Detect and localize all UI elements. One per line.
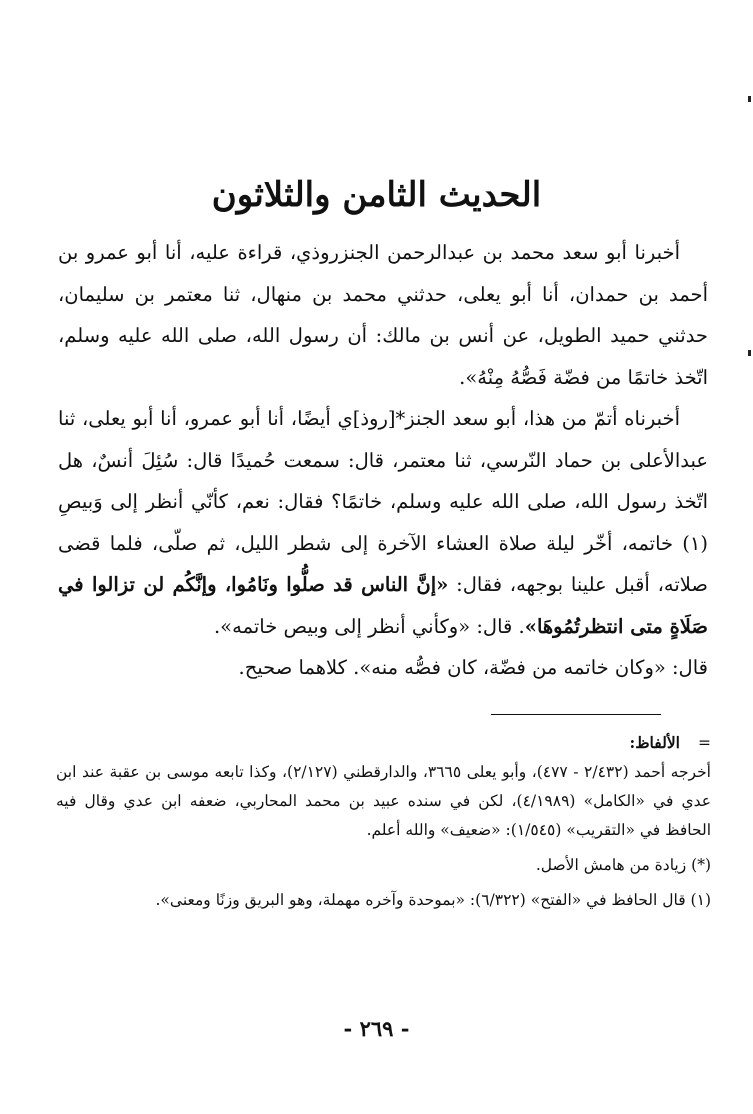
scan-edge-mark: [748, 350, 751, 356]
footnote-takhrij: أخرجه أحمد (٢/٤٣٢ - ٤٧٧)، وأبو يعلى ٣٦٦٥، والدارقطني (٢/١٢٧)، وكذا تابعه موسى بن عقبة عند ابن عدي في «الكامل» (٤/١٩٨٩)، لكن في سنده عبيد بن محمد المحاربي، ضعفه ابن عدي وقال فيه الحافظ في «التقريب» (١/٥٤٥): «ضعيف» والله أعلم.: [56, 763, 712, 839]
page-number: - ٢٦٩ -: [343, 1016, 410, 1041]
hadith-title: الحديث الثامن والثلاثون: [211, 175, 542, 215]
hadith-paragraph-3: قال: «وكان خاتمه من فضّة، كان فصُّه منه». كلاهما صحيح.: [238, 656, 708, 679]
hadith-paragraph-1: أخبرنا أبو سعد محمد بن عبدالرحمن الجنزروذي، قراءة عليه، أنا أبو عمرو بن أحمد بن حمدان، أنا أبو يعلى، حدثني محمد بن منهال، ثنا معتمر بن سليمان، حدثني حميد الطويل، عن أنس بن مالك: أن رسول الله، صلى الله عليه وسلم، اتّخذ خاتمًا من فضّة فَصُّهُ مِنْهُ».: [58, 241, 708, 389]
footnote-divider: [491, 714, 661, 715]
paragraph-2-ending: . قال: «وكأني أنظر إلى وبيص خاتمه».: [213, 614, 525, 638]
footnote-marker: =: [698, 734, 711, 752]
scan-edge-mark: [748, 96, 751, 102]
footnote-star: (*) زيادة من هامش الأصل.: [535, 856, 711, 874]
footnote-heading: [56, 728, 711, 758]
hadith-paragraph-2: [58, 398, 708, 647]
hadith-body: [58, 232, 708, 689]
prophetic-saying: «إنَّ الناس قد صلُّوا ونَامُوا، وإنَّكُم لن تزالوا في صَلَاةٍ متى انتظرتُمُوهَا»: [58, 573, 708, 638]
footnote-1: (١) قال الحافظ في «الفتح» (٦/٣٢٢): «بموحدة وآخره مهملة، وهو البريق وزنًا ومعنى».: [155, 891, 711, 909]
footnote-heading-label: الألفاظ:: [629, 733, 680, 752]
paragraph-2-text: أخبرناه أتمّ من هذا، أبو سعد الجنز*[روذ]ي أيضًا، أنا أبو عمرو، أنا أبو يعلى، ثنا عبدالأعلى بن حماد النّرسي، ثنا معتمر، قال: سمعت حُميدًا قال: سُئِلَ أنسٌ، هل اتّخذ رسول الله، صلى الله عليه وسلم، خاتمًا؟ فقال: نعم، كأنّي أنظر إلى وَبيصِ (١) خاتمه، أخّر ليلة صلاة العشاء الآخرة إلى شطر الليل، ثم صلّى، فلما قضى صلاته، أقبل علينا بوجهه، فقال:: [58, 407, 708, 596]
footnotes-section: [56, 728, 711, 915]
